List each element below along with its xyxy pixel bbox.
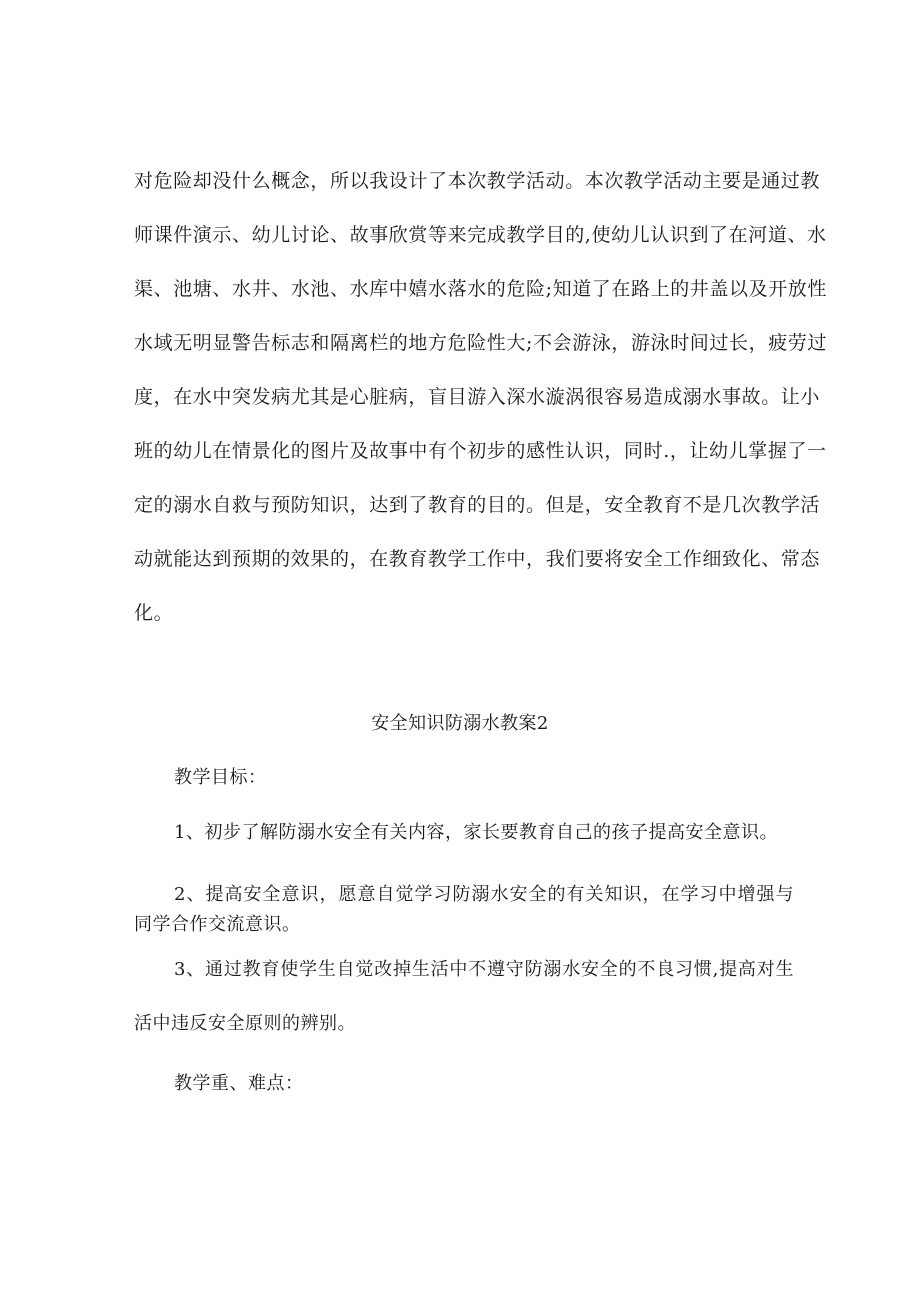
- section-heading: 安全知识防溺水教案2: [371, 713, 549, 734]
- paragraph-line: 水域无明显警告标志和隔离栏的地方危险性大;不会游泳，游泳时间过长，疲劳过: [134, 332, 828, 354]
- paragraph-line: 对危险却没什么概念，所以我设计了本次教学活动。本次教学活动主要是通过教: [134, 170, 821, 192]
- goal-item-3-line-1: 3、通过教育使学生自觉改掉生活中不遵守防溺水安全的不良习惯,提高对生: [174, 959, 794, 980]
- paragraph-line: 化。: [134, 602, 174, 624]
- goal-item-3: [134, 955, 794, 1039]
- goal-item-2-line-2: 同学合作交流意识。: [134, 914, 301, 935]
- paragraph-line: 班的幼儿在情景化的图片及故事中有个初步的感性认识，同时.，让幼儿掌握了一: [134, 440, 827, 462]
- goal-item-2-line-1: 2、提高安全意识，愿意自觉学习防溺水安全的有关知识，在学习中增强与: [174, 884, 794, 905]
- goal-item-2: [134, 880, 794, 940]
- key-points-label: 教学重、难点：: [174, 1073, 304, 1094]
- paragraph-line: 定的溺水自救与预防知识，达到了教育的目的。但是，安全教育不是几次教学活: [134, 494, 821, 516]
- paragraph-line: 师课件演示、幼儿讨论、故事欣赏等来完成教学目的,使幼儿认识到了在河道、水: [134, 224, 827, 246]
- paragraph-line: 动就能达到预期的效果的，在教育教学工作中，我们要将安全工作细致化、常态: [134, 548, 821, 570]
- goal-item-1: 1、初步了解防溺水安全有关内容，家长要教育自己的孩子提高安全意识。: [174, 822, 778, 843]
- intro-paragraph: [134, 154, 828, 640]
- paragraph-line: 度，在水中突发病尤其是心脏病，盲目游入深水漩涡很容易造成溺水事故。让小: [134, 386, 821, 408]
- paragraph-line: 渠、池塘、水井、水池、水库中嬉水落水的危险;知道了在路上的井盖以及开放性: [134, 278, 828, 300]
- goals-label: 教学目标：: [174, 767, 267, 788]
- goal-item-3-line-2: 活中违反安全原则的辨别。: [134, 1013, 356, 1034]
